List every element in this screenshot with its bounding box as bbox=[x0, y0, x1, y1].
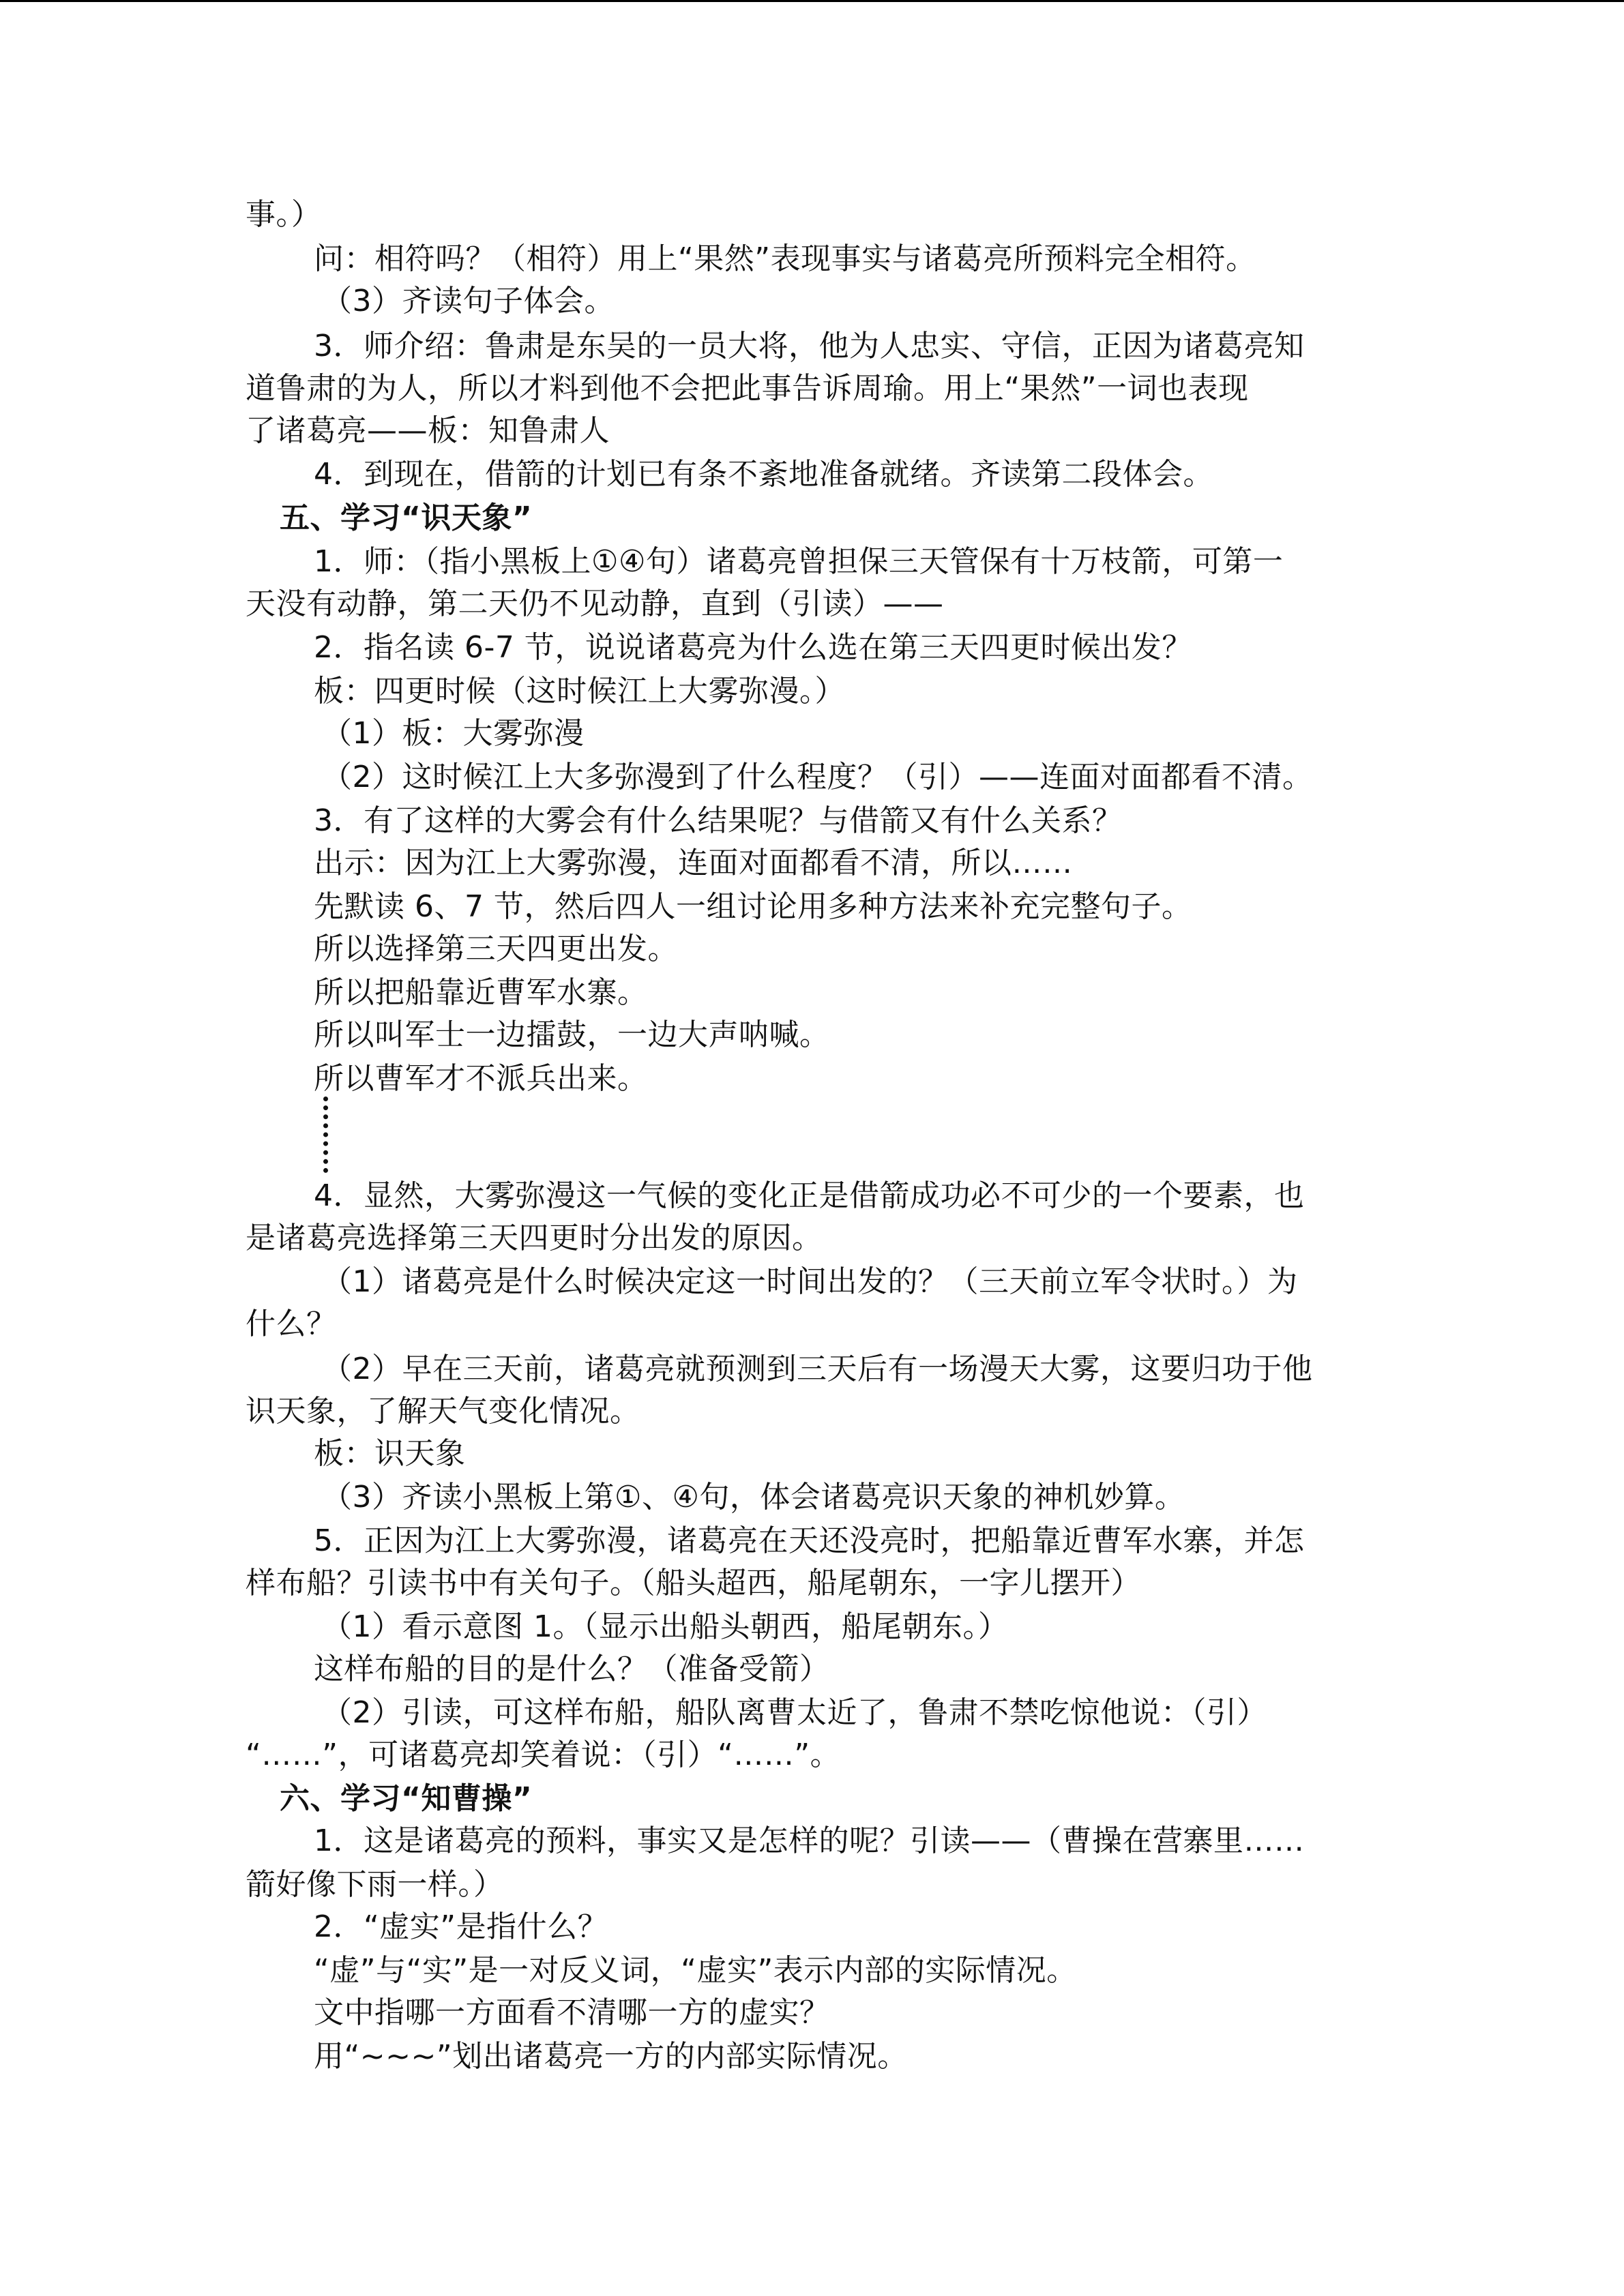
text-line: 道鲁肃的为人，所以才料到他不会把此事告诉周瑜。用上“果然”一词也表现 bbox=[246, 371, 1249, 406]
text-line: （2）引读，可这样布船，船队离曹太近了，鲁肃不禁吃惊他说：（引） bbox=[322, 1695, 1267, 1730]
text-line: 箭好像下雨一样。） bbox=[246, 1867, 504, 1902]
text-line: 用“~~~”划出诸葛亮一方的内部实际情况。 bbox=[314, 2039, 908, 2074]
text-line: （3）齐读小黑板上第①、④句，体会诸葛亮识天象的神机妙算。 bbox=[322, 1480, 1185, 1515]
section-heading: 六、学习“知曹操” bbox=[280, 1781, 533, 1816]
text-line: 文中指哪一方面看不清哪一方的虚实？ bbox=[314, 1995, 830, 2030]
text-line: （1）板：大雾弥漫 bbox=[322, 716, 585, 751]
text-line: （3）齐读句子体会。 bbox=[322, 284, 615, 318]
text-line: 了诸葛亮——板：知鲁肃人 bbox=[246, 413, 610, 448]
text-line: 出示：因为江上大雾弥漫，连面对面都看不清，所以…… bbox=[314, 846, 1073, 880]
text-line: （1）看示意图 1。（显示出船头朝西，船尾朝东。） bbox=[322, 1609, 1009, 1644]
text-line: 2．指名读 6-7 节，说说诸葛亮为什么选在第三天四更时候出发？ bbox=[314, 630, 1192, 665]
text-line: 板：识天象 bbox=[314, 1436, 466, 1471]
text-line: （1）诸葛亮是什么时候决定这一时间出发的？（三天前立军令状时。）为 bbox=[322, 1264, 1298, 1299]
text-line: 4．到现在，借箭的计划已有条不紊地准备就绪。齐读第二段体会。 bbox=[314, 457, 1213, 492]
text-line: （2）早在三天前，诸葛亮就预测到三天后有一场漫天大雾，这要归功于他 bbox=[322, 1352, 1313, 1386]
text-line: “虚”与“实”是一对反义词，“虚实”表示内部的实际情况。 bbox=[314, 1953, 1077, 1988]
text-line: 什么？ bbox=[246, 1307, 337, 1341]
text-line: （2）这时候江上大多弥漫到了什么程度？（引）——连面对面都看不清。 bbox=[322, 760, 1313, 794]
text-line: 3．师介绍：鲁肃是东吴的一员大将，他为人忠实、守信，正因为诸葛亮知 bbox=[314, 329, 1305, 363]
text-line: 天没有动静，第二天仍不见动静，直到（引读）—— bbox=[246, 586, 944, 621]
text-line: 所以叫军士一边擂鼓，一边大声呐喊。 bbox=[314, 1017, 830, 1052]
text-line: 事。） bbox=[246, 197, 322, 232]
text-line: 4．显然，大雾弥漫这一气候的变化正是借箭成功必不可少的一个要素，也 bbox=[314, 1178, 1305, 1213]
text-line: 识天象，了解天气变化情况。 bbox=[246, 1394, 640, 1429]
text-line: 所以曹军才不派兵出来。 bbox=[314, 1061, 648, 1096]
text-line: 5．正因为江上大雾弥漫，诸葛亮在天还没亮时，把船靠近曹军水寨，并怎 bbox=[314, 1523, 1305, 1558]
text-line: 所以把船靠近曹军水寨。 bbox=[314, 975, 648, 1010]
text-line: 问：相符吗？（相符）用上“果然”表现事实与诸葛亮所预料完全相符。 bbox=[314, 241, 1256, 276]
text-line: “……”，可诸葛亮却笑着说：（引）“……”。 bbox=[246, 1738, 841, 1772]
text-line: 2．“虚实”是指什么？ bbox=[314, 1909, 608, 1944]
text-line: 样布船？引读书中有关句子。（船头超西，船尾朝东，一字儿摆开） bbox=[246, 1566, 1141, 1600]
text-line: 这样布船的目的是什么？（准备受箭） bbox=[314, 1652, 830, 1686]
text-line: 所以选择第三天四更出发。 bbox=[314, 931, 678, 966]
vertical-ellipsis-mark bbox=[323, 1097, 330, 1173]
text-line: 先默读 6、7 节，然后四人一组讨论用多种方法来补充完整句子。 bbox=[314, 889, 1192, 924]
text-line: 板：四更时候（这时候江上大雾弥漫。） bbox=[314, 674, 845, 709]
section-heading: 五、学习“识天象” bbox=[280, 501, 533, 535]
text-line: 是诸葛亮选择第三天四更时分出发的原因。 bbox=[246, 1221, 823, 1255]
text-line: 1．这是诸葛亮的预料，事实又是怎样的呢？引读——（曹操在营寨里…… bbox=[314, 1823, 1305, 1858]
text-line: 1．师：（指小黑板上①④句）诸葛亮曾担保三天管保有十万枝箭，可第一 bbox=[314, 544, 1284, 579]
text-line: 3．有了这样的大雾会有什么结果呢？与借箭又有什么关系？ bbox=[314, 803, 1123, 838]
